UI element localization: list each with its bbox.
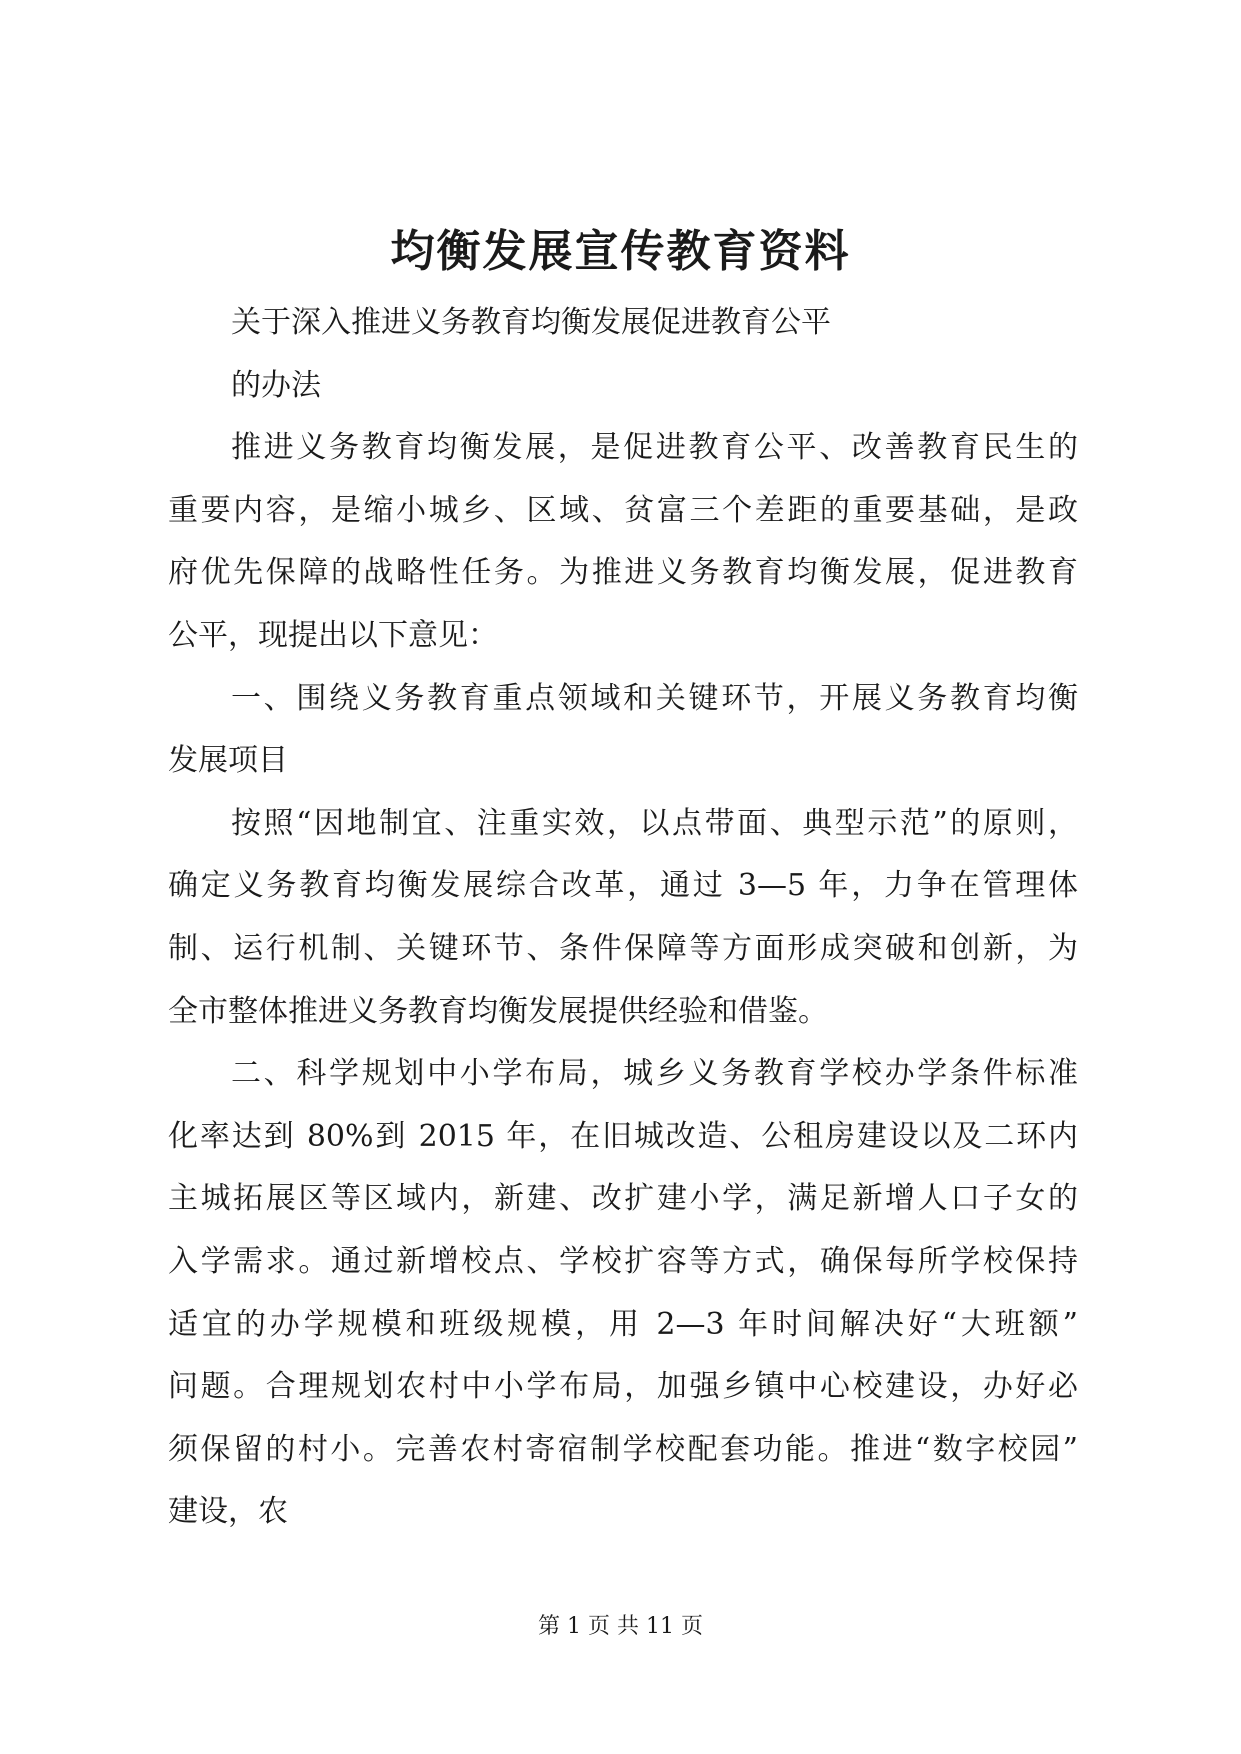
text-line: 推进义务教育均衡发展，是促进教育公平、改善教育民生的	[231, 430, 1078, 466]
text-line: 府优先保障的战略性任务。为推进义务教育均衡发展，促进教育	[168, 555, 1078, 591]
text-line: 的办法	[231, 367, 321, 403]
text-line: 按照“因地制宜、注重实效，以点带面、典型示范”的原则，	[231, 805, 1078, 841]
page-footer: 第 1 页 共 11 页	[538, 1614, 703, 1639]
text-line: 制、运行机制、关键环节、条件保障等方面形成突破和创新，为	[168, 930, 1078, 966]
text-line: 确定义务教育均衡发展综合改革，通过 3—5 年，力争在管理体	[168, 868, 1078, 904]
text-line: 全市整体推进义务教育均衡发展提供经验和借鉴。	[168, 993, 828, 1029]
text-line: 建设，农	[168, 1494, 288, 1530]
text-line: 二、科学规划中小学布局，城乡义务教育学校办学条件标准	[231, 1056, 1078, 1092]
text-line: 问题。合理规划农村中小学布局，加强乡镇中心校建设，办好必	[168, 1369, 1078, 1405]
text-line: 须保留的村小。完善农村寄宿制学校配套功能。推进“数字校园”	[168, 1431, 1078, 1467]
text-line: 公平，现提出以下意见：	[168, 617, 498, 653]
document-title: 均衡发展宣传教育资料	[390, 226, 851, 277]
text-line: 关于深入推进义务教育均衡发展促进教育公平	[231, 305, 831, 340]
text-line: 入学需求。通过新增校点、学校扩容等方式，确保每所学校保持	[168, 1243, 1078, 1279]
text-line: 一、围绕义务教育重点领域和关键环节，开展义务教育均衡	[231, 680, 1078, 716]
text-line: 主城拓展区等区域内，新建、改扩建小学，满足新增人口子女的	[168, 1181, 1078, 1217]
text-line: 化率达到 80%到 2015 年，在旧城改造、公租房建设以及二环内	[168, 1118, 1078, 1154]
text-line: 重要内容，是缩小城乡、区域、贫富三个差距的重要基础，是政	[168, 492, 1078, 528]
text-line: 适宜的办学规模和班级规模，用 2—3 年时间解决好“大班额”	[168, 1306, 1078, 1342]
text-line: 发展项目	[168, 743, 288, 779]
document-body	[168, 292, 1078, 1544]
